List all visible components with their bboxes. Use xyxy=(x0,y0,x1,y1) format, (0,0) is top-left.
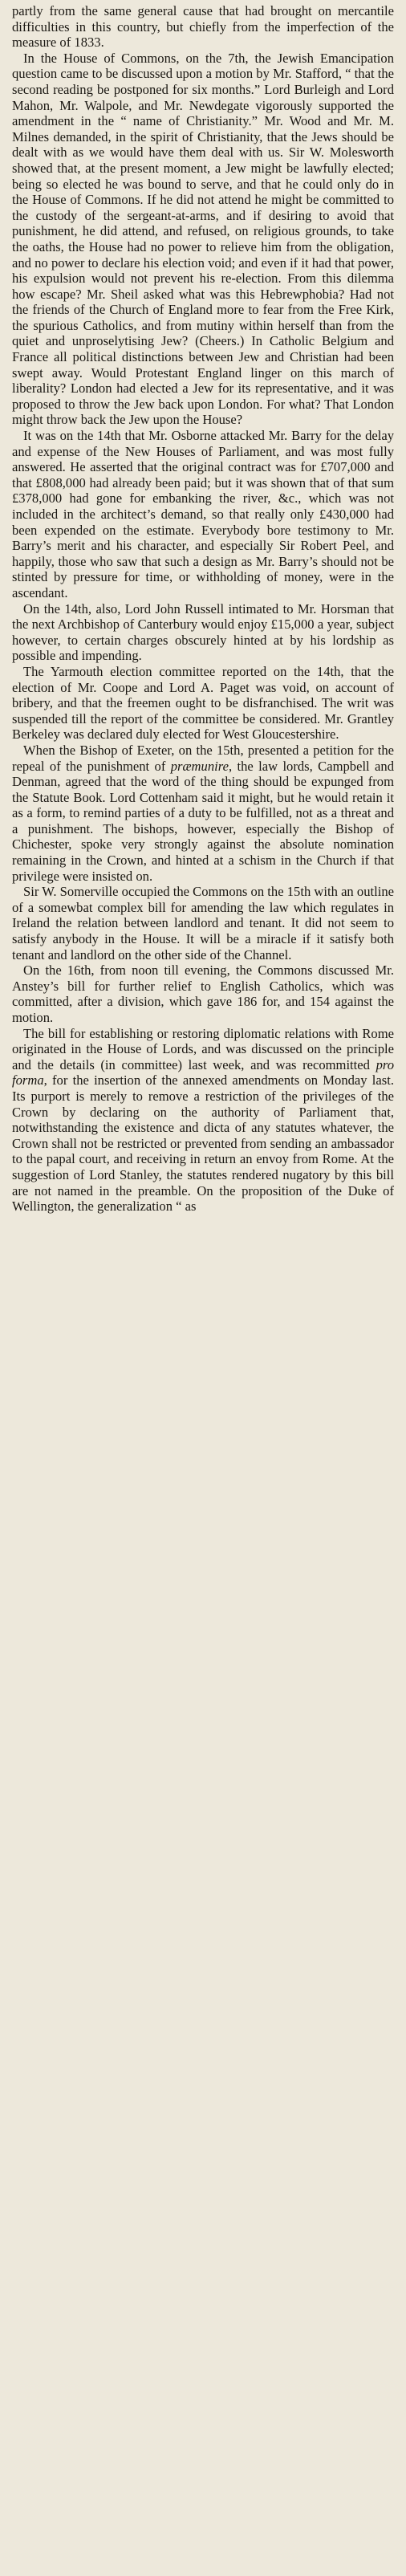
article-paragraph-9: The bill for establishing or restoring diplomatic relations with Rome originated in the House of Lords, and was discussed on the principle and the details (in committee) last week, and was recommitted pro forma, for the insertion of the annexed amendments on Monday last. Its purport is merely to remove a restriction of the privileges of the Crown by declaring on the authority of Parliament that, notwithstanding the existence and dicta of any statutes whatever, the Crown shall not be restricted or prevented from sending an ambassador to the papal court, and receiving in return an envoy from Rome. At the suggestion of Lord Stanley, the statutes rendered nugatory by this bill are not named in the preamble. On the proposition of the Duke of Wellington, the generalization “ as xyxy=(12,1025,394,1215)
article-paragraph-5: The Yarmouth election committee reported on the 14th, that the election of Mr. Coope and Lord A. Paget was void, on account of bribery, and that the freemen ought to be disfranchised. The writ was suspended till the report of the committee be considered. Mr. Grantley Berkeley was declared duly elected for West Gloucestershire. xyxy=(12,663,394,743)
article-paragraph-1: partly from the same general cause that had brought on mercantile difficulties in this country, but chiefly from the imperfection of the measure of 1833. xyxy=(12,3,394,51)
article-paragraph-7: Sir W. Somerville occupied the Commons on the 15th with an outline of a somewbat complex bill for amending the law which regulates in Ireland the relation between landlord and tenant. It did not seem to satisfy anybody in the House. It will be a miracle if it satisfy both tenant and landlord on the other side of the Channel. xyxy=(12,884,394,962)
article-paragraph-6: When the Bishop of Exeter, on the 15th, presented a petition for the repeal of the punishment of præmunire, the law lords, Campbell and Denman, agreed that the word of the thing should be expunged from the Statute Book. Lord Cottenham said it might, but he would retain it as a form, to remind parties of a duty to be fulfilled, not as a threat and a punishment. The bishops, however, especially the Bishop of Chichester, spoke very strongly against the absolute nomination remaining in the Crown, and hinted at a schism in the Church if that privilege were insisted on. xyxy=(12,742,394,884)
article-paragraph-4: On the 14th, also, Lord John Russell intimated to Mr. Horsman that the next Archbishop of Canterbury would enjoy £15,000 a year, subject however, to certain charges obscurely hinted at by his lordship as possible and impending. xyxy=(12,600,394,664)
article-paragraph-2: In the House of Commons, on the 7th, the Jewish Emancipation question came to be discussed upon a motion by Mr. Stafford, “ that the second reading be postponed for six months.” Lord Burleigh and Lord Mahon, Mr. Walpole, and Mr. Newdegate vigorously supported the amendment in the “ name of Christianity.” Mr. Wood and Mr. M. Milnes demanded, in the spirit of Christianity, that the Jews should be dealt with as we would have them deal with us. Sir W. Molesworth showed that, at the present moment, a Jew might be lawfully elected; being so elected he was bound to serve, and that he could only do in the House of Commons. If he did not attend he might be committed to the custody of the sergeant-at-arms, and if desiring to avoid that punishment, he did attend, and refused, on religious grounds, to take the oaths, the House had no power to relieve him from the obligation, and no power to declare his election void; and even if it had that power, his expulsion would not prevent his re-election. From this dilemma how escape? Mr. Sheil asked what was this Hebrewphobia? Had not the friends of the Church of England more to fear from the Free Kirk, the spurious Catholics, and from mutiny within herself than from the quiet and unproselytising Jew? (Cheers.) In Catholic Belgium and France all political distinctions between Jew and Christian had been swept away. Would Protestant England linger on this march of liberality? London had elected a Jew for its representative, and it was proposed to throw the Jew back upon London. For what? That London might throw back the Jew upon the House? xyxy=(12,50,394,428)
article-paragraph-3: It was on the 14th that Mr. Osborne attacked Mr. Barry for the delay and expense of the New Houses of Parliament, and was most fully answered. He asserted that the original contract was for £707,000 and that £808,000 had already been paid; but it was shown that of that sum £378,000 had gone for embanking the river, &c., which was not included in the architect’s demand, so that really only £430,000 had been expended on the estimate. Everybody bore testimony to Mr. Barry’s merit and his character, and especially Sir Robert Peel, and happily, those who saw that such a design as Mr. Barry’s should not be stinted by pressure for time, or withholding of money, were in the ascendant. xyxy=(12,428,394,600)
italic-term: præmunire xyxy=(170,758,229,774)
italic-term: pro forma xyxy=(12,1056,394,1089)
article-paragraph-8: On the 16th, from noon till evening, the Commons discussed Mr. Anstey’s bill for further relief to English Catholics, which was committed, after a division, which gave 186 for, and 154 against the motion. xyxy=(12,962,394,1025)
